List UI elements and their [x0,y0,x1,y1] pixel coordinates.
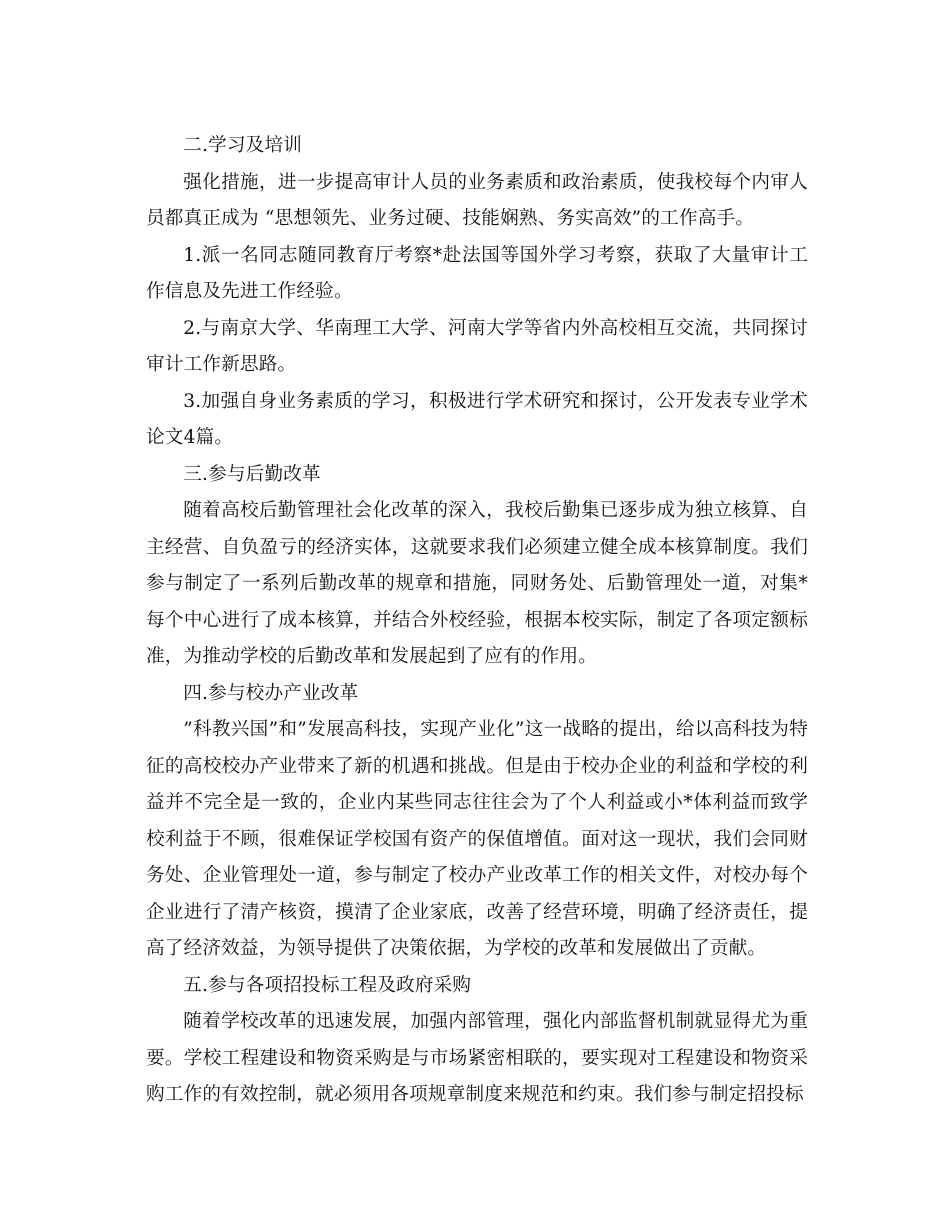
section-heading-bidding-procurement: 五.参与各项招投标工程及政府采购 [183,974,472,996]
section-heading-training: 二.学习及培训 [183,135,303,156]
paragraph-training-intro: 强化措施，进一步提高审计人员的业务素质和政治素质，使我校每个内审人员都真正成为 “思想领先、业务过硬、技能娴熟、务实高效”的工作高手。 [146,171,808,229]
paragraph-industry-reform: ”科教兴国”和”发展高科技，实现产业化”这一战略的提出，给以高科技为特征的高校校办产业带来了新的机遇和挑战。但是由于校办企业的利益和学校的利益并不完全是一致的，企业内某些同志往往会为了个人利益或小*体利益而致学校利益于不顾，很难保证学校国有资产的保值增值。面对这一现状，我们会同财务处、企业管理处一道，参与制定了校办产业改革工作的相关文件，对校办每个企业进行了清产核资，摸清了企业家底，改善了经营环境，明确了经济责任，提高了经济效益，为领导提供了决策依据，为学校的改革和发展做出了贡献。 [146,719,808,959]
document-page [146,128,808,1114]
paragraph-bidding-procurement: 随着学校改革的迅速发展，加强内部管理，强化内部监督机制就显得尤为重要。学校工程建设和物资采购是与市场紧密相联的，要实现对工程建设和物资采购工作的有效控制，就必须用各项规章制度来规范和约束。我们参与制定招投标 [146,1011,808,1105]
section-heading-logistics-reform: 三.参与后勤改革 [183,463,321,485]
section-heading-industry-reform: 四.参与校办产业改革 [183,682,359,704]
paragraph-training-item-2: 2.与南京大学、华南理工大学、河南大学等省内外高校相互交流，共同探讨审计工作新思路。 [146,317,808,375]
paragraph-training-item-1: 1.派一名同志随同教育厅考察*赴法国等国外学习考察，获取了大量审计工作信息及先进工作经验。 [146,244,808,302]
paragraph-training-item-3: 3.加强自身业务素质的学习，积极进行学术研究和探讨，公开发表专业学术论文4篇。 [146,390,808,448]
paragraph-logistics-reform: 随着高校后勤管理社会化改革的深入，我校后勤集已逐步成为独立核算、自主经营、自负盈亏的经济实体，这就要求我们必须建立健全成本核算制度。我们参与制定了一系列后勤改革的规章和措施，同财务处、后勤管理处一道，对集*每个中心进行了成本核算，并结合外校经验，根据本校实际，制定了各项定额标准，为推动学校的后勤改革和发展起到了应有的作用。 [146,500,808,667]
